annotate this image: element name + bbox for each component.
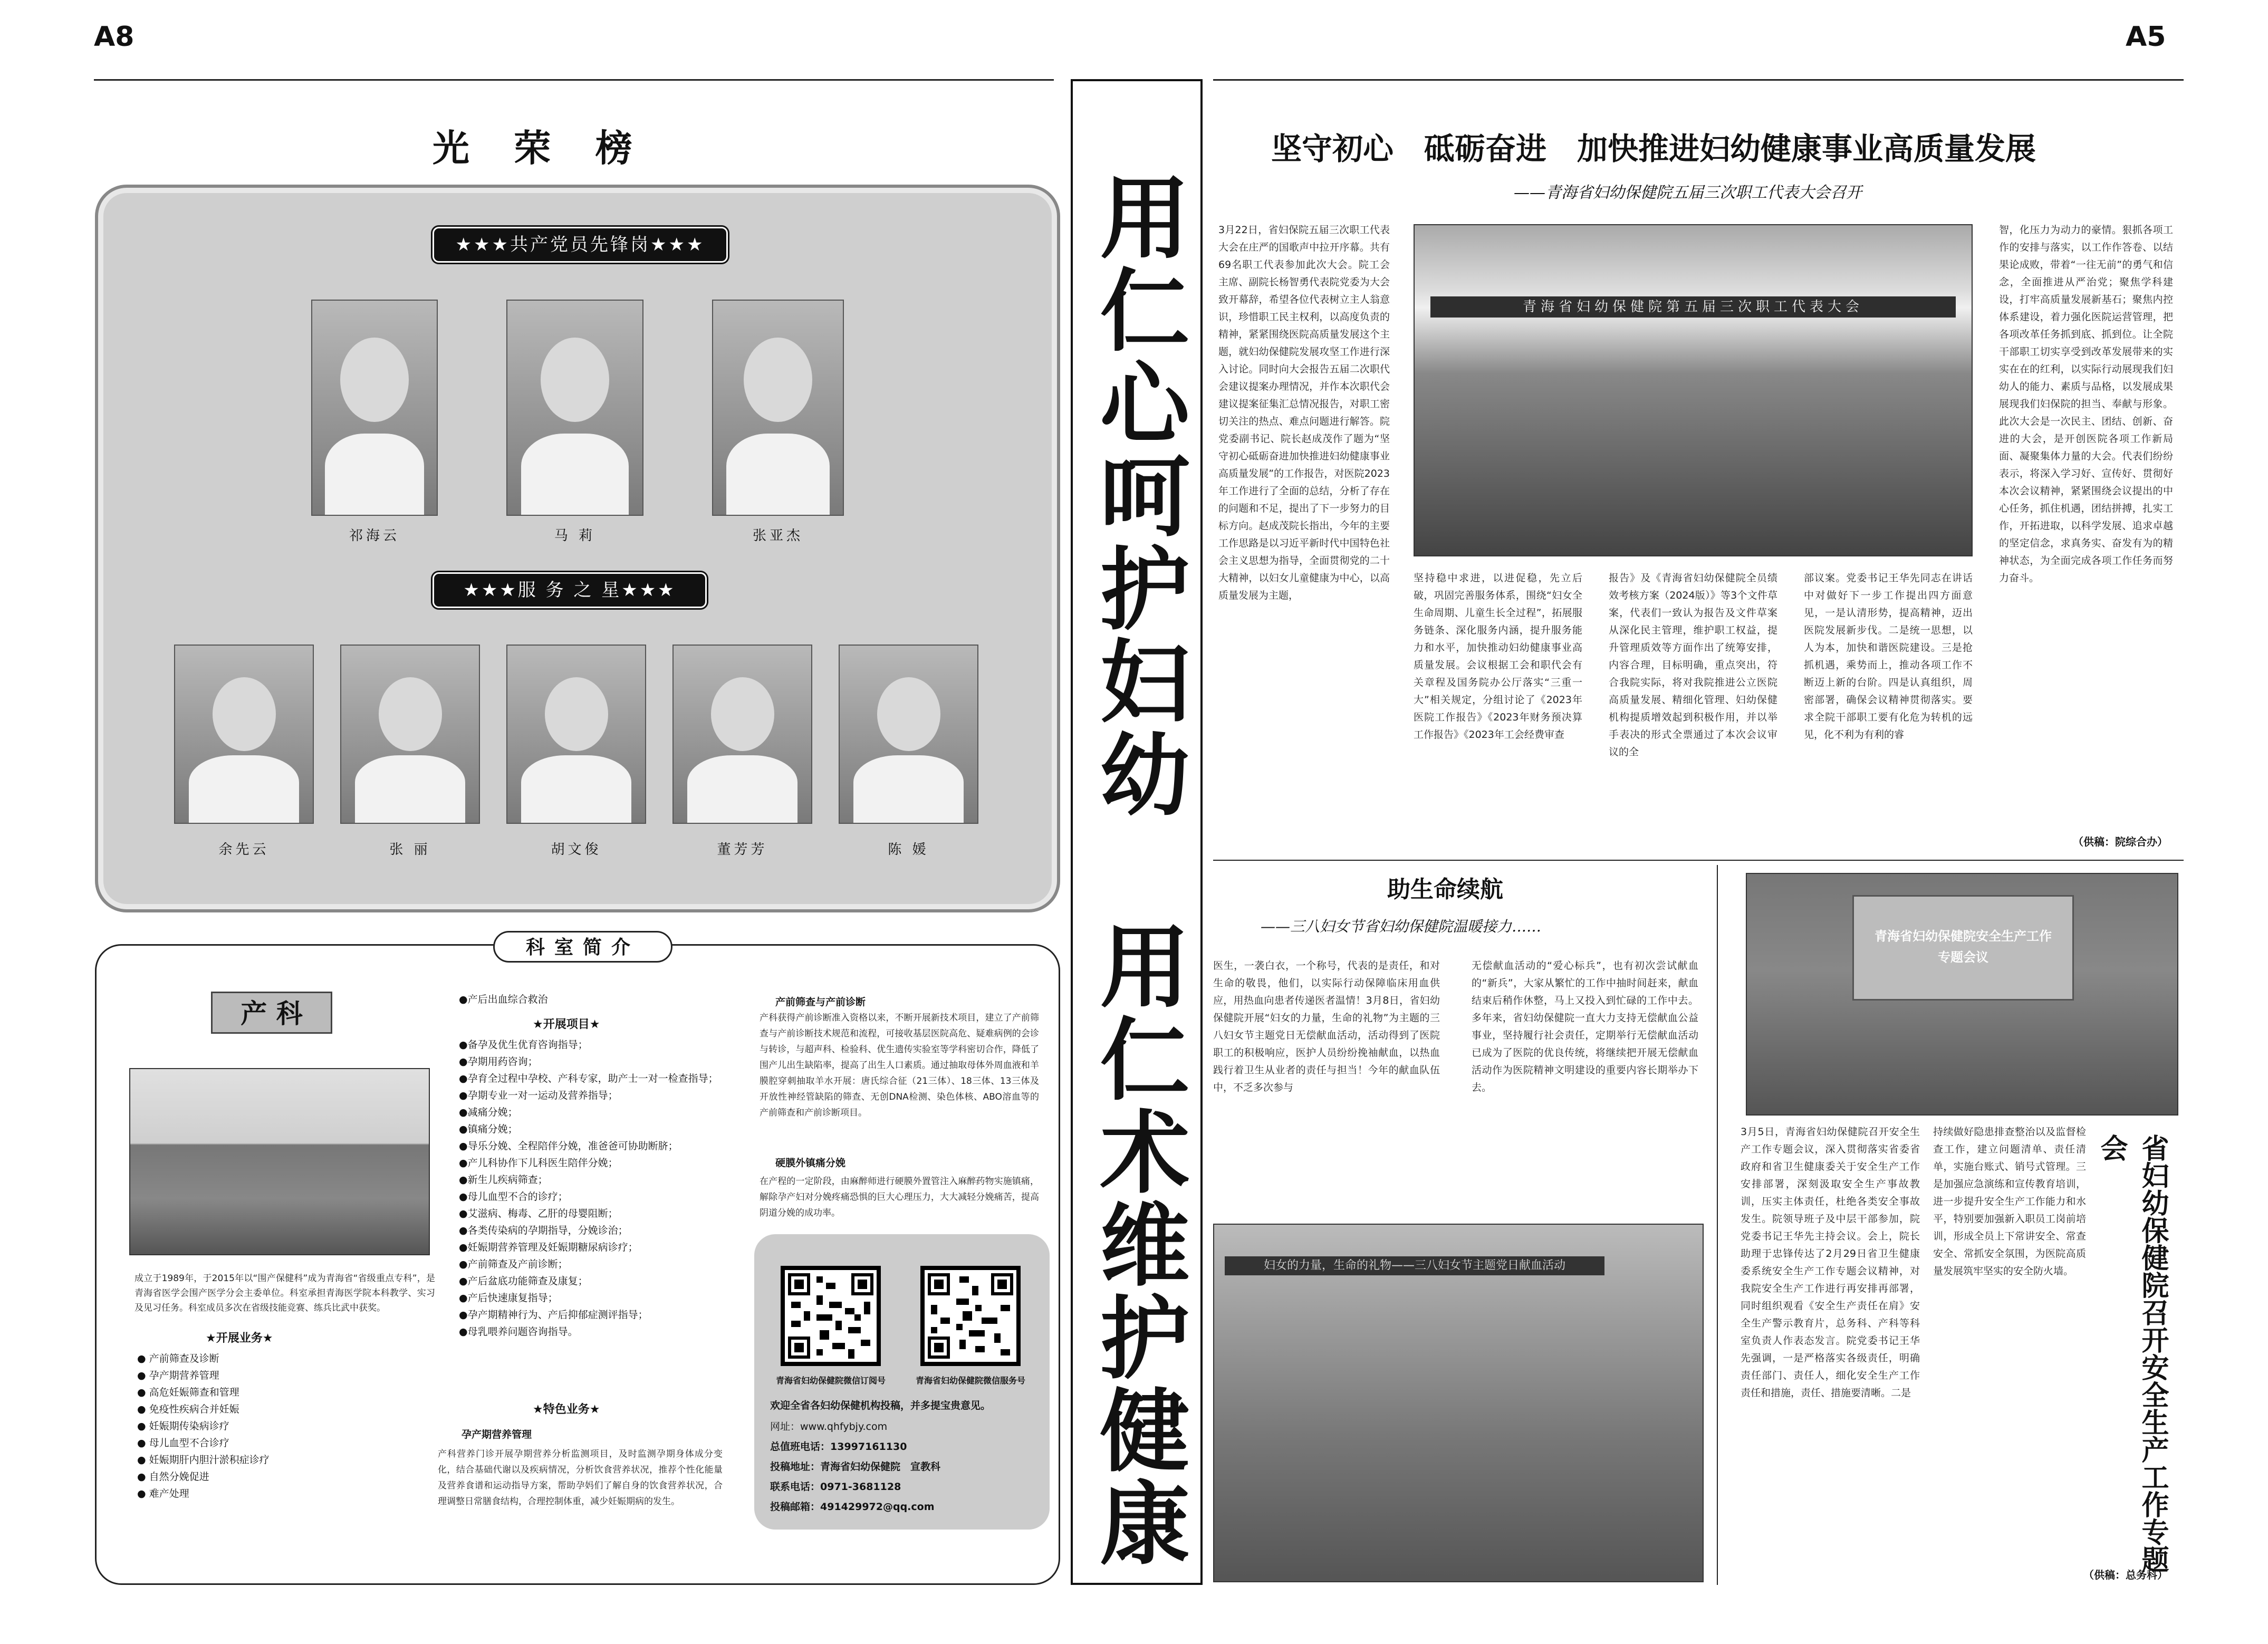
featured-title: ★特色业务★ (533, 1403, 600, 1416)
article3-credit: （供稿：总务科） (2083, 1569, 2168, 1581)
article1-col5: 智，化压力为动力的豪情。狠抓各项工作的安排与落实，以工作作答卷、以结果论成败，带着“一往无前”的勇气和信念，全面推进从严治党；聚焦学科建设，打牢高质量发展新基石；聚焦内控体系建设，着力强化医院运营管理，把各项改革任务抓到底、抓到位。让全院干部职工切实享受到改革发展带来的实实在在的红利，以实际行动展现我们妇幼人的能力、素质与品格，以发展成果展现我们妇保院的担当、奉献与形象。此次大会是一次民主、团结、创新、奋进的大会，是开创医院各项工作新局面、凝聚集体力量的大会。代表们纷纷表示，将深入学习好、宣传好、贯彻好本次会议精神，紧紧围绕会议提出的中心任务，抓住机遇，团结拼搏，扎实工作，开拓进取，以科学发展、追求卓越的坚定信念，求真务实、奋发有为的精神状态，为全面完成各项工作任务而努力奋斗。 (1999, 224, 2173, 584)
project-item: ●孕育全过程中孕校、产科专家，助产士一对一检查指导； (459, 1073, 718, 1084)
project-item: ●艾滋病、梅毒、乙肝的母婴阻断； (459, 1208, 618, 1219)
projects-title: ★开展项目★ (533, 1018, 600, 1031)
services-list (137, 1350, 433, 1502)
page-number-right: A5 (2126, 21, 2166, 53)
dept-name: 产 科 (211, 992, 332, 1034)
photo-pioneer-1 (311, 300, 438, 516)
project-item: ●各类传染病的孕期指导，分娩诊治； (459, 1225, 628, 1236)
project-item: ●产前筛查及产前诊断； (459, 1258, 568, 1270)
service-item: ● 难产处理 (137, 1488, 189, 1499)
intro-col2-top: ●产后出血综合救治 (459, 994, 548, 1005)
article1-subheadline: ——青海省妇幼保健院五届三次职工代表大会召开 (1514, 184, 1862, 202)
center-title-line-1: 用仁心呵护妇幼 (1084, 171, 1189, 821)
project-item: ●母儿血型不合的诊疗； (459, 1191, 568, 1203)
version-text: 在产程的一定阶段，由麻醉师进行硬膜外置管注入麻醉药物实施镇痛，解除孕产妇对分娩疼痛恐惧的巨大心理压力，大大减轻分娩痛苦，提高阴道分娩的成功率。 (760, 1176, 1039, 1218)
project-item: ●镇痛分娩； (459, 1123, 518, 1135)
article3-col2: 持续做好隐患排查整治以及监督检查工作，建立问题清单、责任清单，实施台账式、销号式管理。三是加强应急演练和宣传教育培训，进一步提升安全生产工作能力和水平，特别要加强新入职员工岗前培训，形成全员上下常讲安全、常查安全、常抓安全氛围，为医院高质量发展筑牢坚实的安全防火墙。 (1933, 1126, 2086, 1277)
project-item: ●减痛分娩； (459, 1107, 518, 1118)
qr-label-2: 青海省妇幼保健院微信服务号 (915, 1376, 1025, 1386)
star-name-4: 董芳芳 (717, 842, 768, 858)
article1-col2: 坚持稳中求进，以进促稳，先立后破，巩固完善服务体系，围绕“妇女全生命周期、儿童生长全过程”，拓展服务链条、深化服务内涵，提升服务能力和水平，加快推动妇幼健康事业高质量发展。会议根据工会和职代会有关章程及国务院办公厅落实“三重一大”相关规定，分组讨论了《2023年医院工作报告》《2023年财务预决算工作报告》《2023年工会经费审查 (1414, 572, 1582, 741)
star-name-3: 胡文俊 (551, 842, 602, 858)
screening-title: 产前筛查与产前诊断 (775, 996, 866, 1008)
project-item: ●产儿科协作下儿科医生陪伴分娩； (459, 1157, 618, 1169)
service-item: ● 自然分娩促进 (137, 1471, 209, 1483)
contact-tel: 联系电话：0971-3681128 (770, 1481, 901, 1493)
intro-badge: 科室简介 (493, 931, 672, 963)
honor-title: 光 荣 榜 (433, 126, 648, 170)
center-title-line-2: 用仁术维护健康 (1084, 920, 1189, 1570)
project-item: ●新生儿疾病筛查； (459, 1174, 548, 1186)
photo-star-5 (839, 645, 978, 824)
meeting-banner: 青海省妇幼保健院第五届三次职工代表大会 (1430, 296, 1956, 318)
service-item: ● 免疫性疾病合并妊娠 (137, 1403, 239, 1415)
project-item: ●母乳喂养问题咨询指导。 (459, 1326, 578, 1338)
project-item: ●孕产期精神行为、产后抑郁症测评指导； (459, 1309, 648, 1321)
service-item: ● 产前筛查及诊断 (137, 1353, 219, 1364)
qr-label-1: 青海省妇幼保健院微信订阅号 (775, 1376, 886, 1386)
article3-meeting-photo (1746, 873, 2178, 1116)
service-item: ● 妊娠期传染病诊疗 (137, 1420, 229, 1432)
top-rule-left (94, 79, 1054, 81)
article3-headline: 省妇幼保健院召开安全生产工作专题会 (2096, 1134, 2169, 1573)
article2-col2: 无偿献血活动的“爱心标兵”，也有初次尝试献血的“新兵”，大家从繁忙的工作中抽时间赶来，献血结束后稍作休整，马上又投入到忙碌的工作中去。多年来，省妇幼保健院一直大力支持无偿献血公益事业，坚持履行社会责任，定期举行无偿献血活动已成为了医院的优良传统，将继续把开展无偿献血活动作为医院精神文明建设的重要内容长期举办下去。 (1472, 960, 1698, 1093)
project-item: ●产后快速康复指导； (459, 1292, 558, 1304)
qr-code-1[interactable] (781, 1266, 881, 1366)
page-number-left: A8 (94, 21, 134, 53)
service-item: ● 高危妊娠筛查和管理 (137, 1387, 239, 1398)
nutrition-title: 孕产期营养管理 (462, 1429, 532, 1440)
project-item: ●孕期专业一对一运动及营养指导； (459, 1090, 618, 1101)
article2-blood-drive-photo (1213, 1224, 1704, 1582)
version-title: 硬膜外镇痛分娩 (775, 1157, 846, 1169)
contact-invite: 欢迎全省各妇幼保健机构投稿，并多提宝贵意见。 (770, 1400, 991, 1411)
dept-description: 成立于1989年，于2015年以“围产保健科”成为青海省“省级重点专科”，是青海省医学会围产医学分会主委单位。科室承担青海医学院本科教学、实习及见习任务。科室成员多次在省级技能竞赛、练兵比武中获奖。 (134, 1273, 435, 1313)
service-item: ● 母儿血型不合诊疗 (137, 1437, 229, 1449)
project-item: ●孕期用药咨询； (459, 1056, 538, 1068)
nutrition-text: 产科营养门诊开展孕期营养分析监测项目，及时监测孕期身体成分变化，结合基础代谢以及疾病情况，分析饮食营养状况，推荐个性化能量及营养食谱和运动指导方案，帮助孕妈们了解自身的饮食营养状况，合理调整日常膳食结构，合理控制体重，减少妊娠期病的发生。 (438, 1449, 723, 1507)
safety-meeting-banner: 青海省妇幼保健院安全生产工作专题会议 (1875, 929, 2052, 965)
service-item: ● 孕产期营养管理 (137, 1370, 219, 1381)
article2-subheadline: ——三八妇女节省妇幼保健院温暖接力…… (1261, 918, 1542, 935)
article1-col4: 部议案。党委书记王华先同志在讲话中对做好下一步工作提出四方面意见，一是认清形势，提高精神，迈出医院发展新步伐。二是统一思想，以人为本，加快和谐医院建设。三是抢抓机遇，乘势而上，推动各项工作不断迈上新的台阶。四是认真组织，周密部署，确保会议精神贯彻落实。要求全院干部职工要有化危为转机的远见，化不利为有利的睿 (1804, 572, 1973, 741)
services-title: ★开展业务★ (206, 1332, 273, 1345)
article1-credit: （供稿：院综合办） (2073, 835, 2168, 848)
screening-text: 产科获得产前诊断准入资格以来，不断开展新技术项目，建立了产前筛查与产前诊断技术规范和流程，可接收基层医院高危、疑难病例的会诊与转诊，与超声科、检验科、优生遗传实验室等学科密切合作，降低了围产儿出生缺陷率，提高了出生人口素质。通过抽取母体外周血液和羊膜腔穿刺抽取羊水开展：唐氏综合征（21三体）、18三体、13三体及开放性神经管缺陷的筛查、无创DNA检测、染色体核、ABO溶血等的产前筛查和产前诊断项目。 (760, 1013, 1039, 1118)
pioneer-name-3: 张亚杰 (752, 528, 803, 544)
project-item: ●导乐分娩、全程陪伴分娩，准爸爸可协助断脐； (459, 1140, 678, 1152)
photo-pioneer-2 (506, 300, 643, 516)
photo-star-3 (506, 645, 646, 824)
article1-meeting-photo (1414, 224, 1973, 556)
contact-phone: 总值班电话：13997161130 (770, 1441, 907, 1453)
article2-headline: 助生命续航 (1387, 876, 1503, 903)
honor-section-pioneer: ★★★共产党员先锋岗★★★ (433, 227, 728, 263)
project-item: ●备孕及优生优育咨询指导； (459, 1039, 588, 1051)
photo-star-1 (174, 645, 314, 824)
safety-meeting-screen (1852, 895, 2074, 1001)
top-rule-right (1213, 79, 2184, 81)
photo-pioneer-3 (712, 300, 844, 516)
article3-col1: 3月5日，青海省妇幼保健院召开安全生产工作专题会议，深入贯彻落实省委省政府和省卫生健康委关于安全生产工作安排部署，深刻汲取安全生产事故教训，压实主体责任，杜绝各类安全事故发生。院领导班子及中层干部参加，院党委书记王华先主持会议。会上，院长助理于忠锋传达了2月29日省卫生健康委系统安全生产工作专题会议精神，对我院安全生产工作进行再安排再部署，同时组织观看《安全生产责任在肩》安全生产警示教育片，总务科、产科等科室负责人作表态发言。院党委书记王华先强调，一是严格落实各级责任，明确责任部门、责任人，细化安全生产工作责任和措施，责任、措施要清晰。二是 (1741, 1126, 1920, 1399)
center-title (1081, 121, 1192, 1588)
photo-star-2 (340, 645, 480, 824)
project-item: ●妊娠期营养管理及妊娠期糖尿病诊疗； (459, 1242, 638, 1253)
divider-articles (1213, 860, 2184, 861)
projects-list (459, 1036, 744, 1340)
star-name-1: 余先云 (218, 842, 270, 858)
honor-section-star: ★★★服 务 之 星★★★ (433, 572, 707, 608)
article2-col1: 医生，一袭白衣，一个称号，代表的是责任，和对生命的敬畏，他们，以实际行动保障临床用血供应，用热血向患者传递医者温情！3月8日，省妇幼保健院开展“妇女的力量，生命的礼物”为主题的三八妇女节主题党日无偿献血活动，活动得到了医院职工的积极响应，医护人员纷纷挽袖献血，以热血践行着卫生从业者的责任与担当！今年的献血队伍中，不乏多次参与 (1213, 960, 1440, 1093)
blood-drive-banner: 妇女的力量，生命的礼物——三八妇女节主题党日献血活动 (1225, 1256, 1604, 1275)
star-name-2: 张 丽 (389, 842, 431, 858)
project-item: ●产后盆底功能筛查及康复； (459, 1275, 588, 1287)
contact-email[interactable]: 投稿邮箱：491429972@qq.com (770, 1501, 935, 1513)
article1-col1: 3月22日，省妇保院五届三次职工代表大会在庄严的国歌声中拉开序幕。共有69名职工代表参加此次大会。院工会主席、副院长杨智勇代表院党委为大会致开幕辞，希望各位代表树立主人翁意识，珍惜职工民主权利，以高度负责的精神，紧紧围绕医院高质量发展这个主题，就妇幼保健院发展攻坚工作进行深入讨论。同时向大会报告五届二次职代会建议提案办理情况，并作本次职代会建议提案征集汇总情况报告，对职工密切关注的热点、难点问题进行解答。院党委副书记、院长赵成茂作了题为“坚守初心砥砺奋进加快推进妇幼健康事业高质量发展”的工作报告，对医院2023年工作进行了全面的总结，分析了存在的问题和不足，提出了下一步努力的目标方向。赵成茂院长指出，今年的主要工作思路是以习近平新时代中国特色社会主义思想为指导，全面贯彻党的二十大精神，以妇女儿童健康为中心，以高质量发展为主题， (1218, 224, 1390, 601)
article1-col3: 报告》及《青海省妇幼保健院全员绩效考核方案（2024版）》等3个文件草案，代表们一致认为报告及文件草案从深化民主管理，维护职工权益，提升管理质效等方面作出了统筹安排，内容合理，目标明确，重点突出，符合我院实际，将对我院推进公立医院高质量发展、精细化管理、妇幼保健机构提质增效起到积极作用，并以举手表决的形式全票通过了本次会议审议的全 (1609, 572, 1777, 758)
hospital-building-photo (129, 1068, 430, 1255)
pioneer-name-2: 马 莉 (554, 528, 596, 544)
service-item: ● 妊娠期肝内胆汁淤积症诊疗 (137, 1454, 270, 1466)
divider-vertical (1717, 865, 1718, 1585)
qr-code-2[interactable] (920, 1266, 1021, 1366)
star-name-5: 陈 媛 (888, 842, 929, 858)
pioneer-name-1: 祁海云 (349, 528, 400, 544)
contact-address: 投稿地址：青海省妇幼保健院 宣教科 (770, 1461, 941, 1473)
article1-headline: 坚守初心 砥砺奋进 加快推进妇幼健康事业高质量发展 (1271, 131, 2036, 167)
photo-star-4 (672, 645, 812, 824)
contact-site[interactable]: 网址：www.qhfybjy.com (770, 1421, 888, 1433)
